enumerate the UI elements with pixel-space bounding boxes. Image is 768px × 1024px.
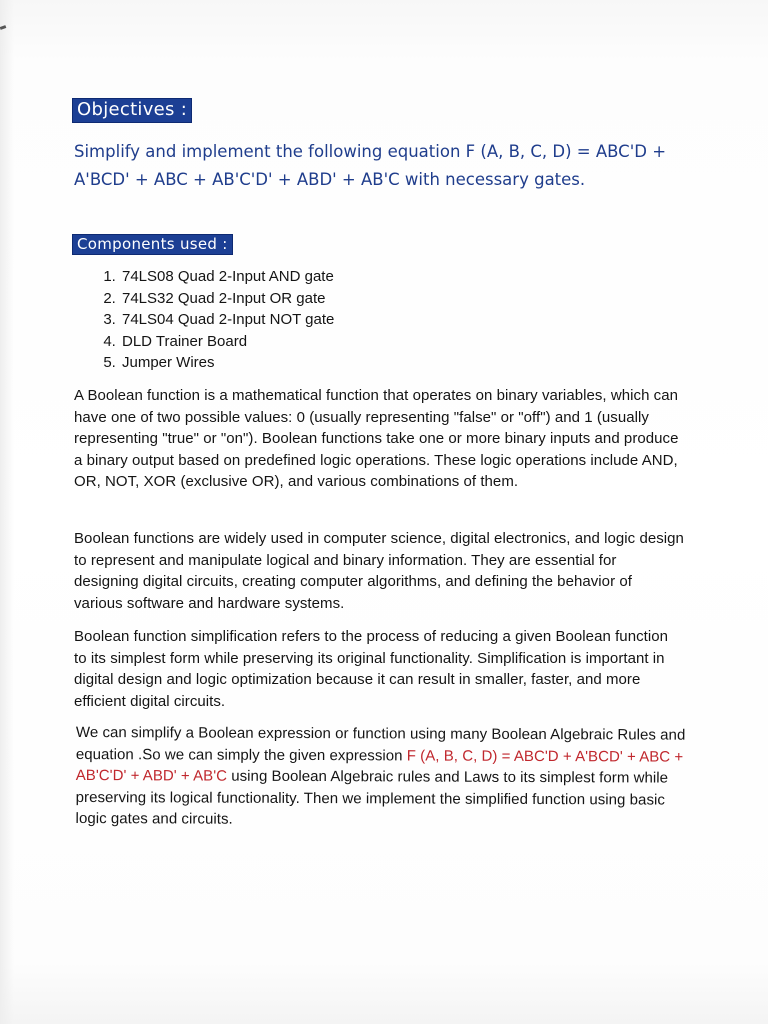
objectives-heading: Objectives : xyxy=(72,98,192,123)
objective-text: Simplify and implement the following equation F (A, B, C, D) = ABC'D + A'BCD' + ABC + AB'C'D' + ABD' + AB'C with necessary gates. xyxy=(74,142,667,189)
list-item: 2. 74LS32 Quad 2-Input OR gate xyxy=(120,288,334,310)
paragraph-boolean-function: A Boolean function is a mathematical function that operates on binary variables, which can have one of two possible values: 0 (usually representing "false" or "off") and 1 (usually representing "true" or "on"). Boolean functions take one or more binary inputs and produce a binary output based on predefined logic operations. These logic operations include AND, OR, NOT, XOR (exclusive OR), and various combinations of them. xyxy=(74,387,679,490)
list-item: 3. 74LS04 Quad 2-Input NOT gate xyxy=(120,309,334,331)
components-heading: Components used : xyxy=(72,234,233,255)
paragraph-simplification: Boolean function simplification refers to the process of reducing a given Boolean function to its simplest form while preserving its original functionality. Simplification is important in digital design and logic optimization because it can result in smaller, faster, and more efficient digital circuits. xyxy=(74,628,669,710)
list-item: 1. 74LS08 Quad 2-Input AND gate xyxy=(120,266,334,288)
paragraph-method-intro: We can simplify a Boolean expression or function using many Boolean Algebraic Rules and equation .So we can simply the given expression xyxy=(75,724,686,764)
components-list xyxy=(96,266,334,374)
paragraph-boolean-uses: Boolean functions are widely used in computer science, digital electronics, and logic design to represent and manipulate logical and binary information. They are essential for designing digital circuits, creating computer algorithms, and defining the behavior of various software and hardware systems. xyxy=(74,530,684,612)
highlighted-expression: F (A, B, C, D) = ABC'D + A'BCD' + ABC + AB'C'D' + ABD' + AB'C xyxy=(75,746,684,785)
list-item: 4. DLD Trainer Board xyxy=(120,331,334,353)
scan-edge-shadow xyxy=(0,0,14,1024)
paragraph-method xyxy=(76,722,692,832)
list-item: 5. Jumper Wires xyxy=(120,352,334,374)
paragraph-method-outro: using Boolean Algebraic rules and Laws to its simplest form while preserving its logical functionality. Then we implement the simplified function using basic logic gates and circuits. xyxy=(75,767,669,828)
